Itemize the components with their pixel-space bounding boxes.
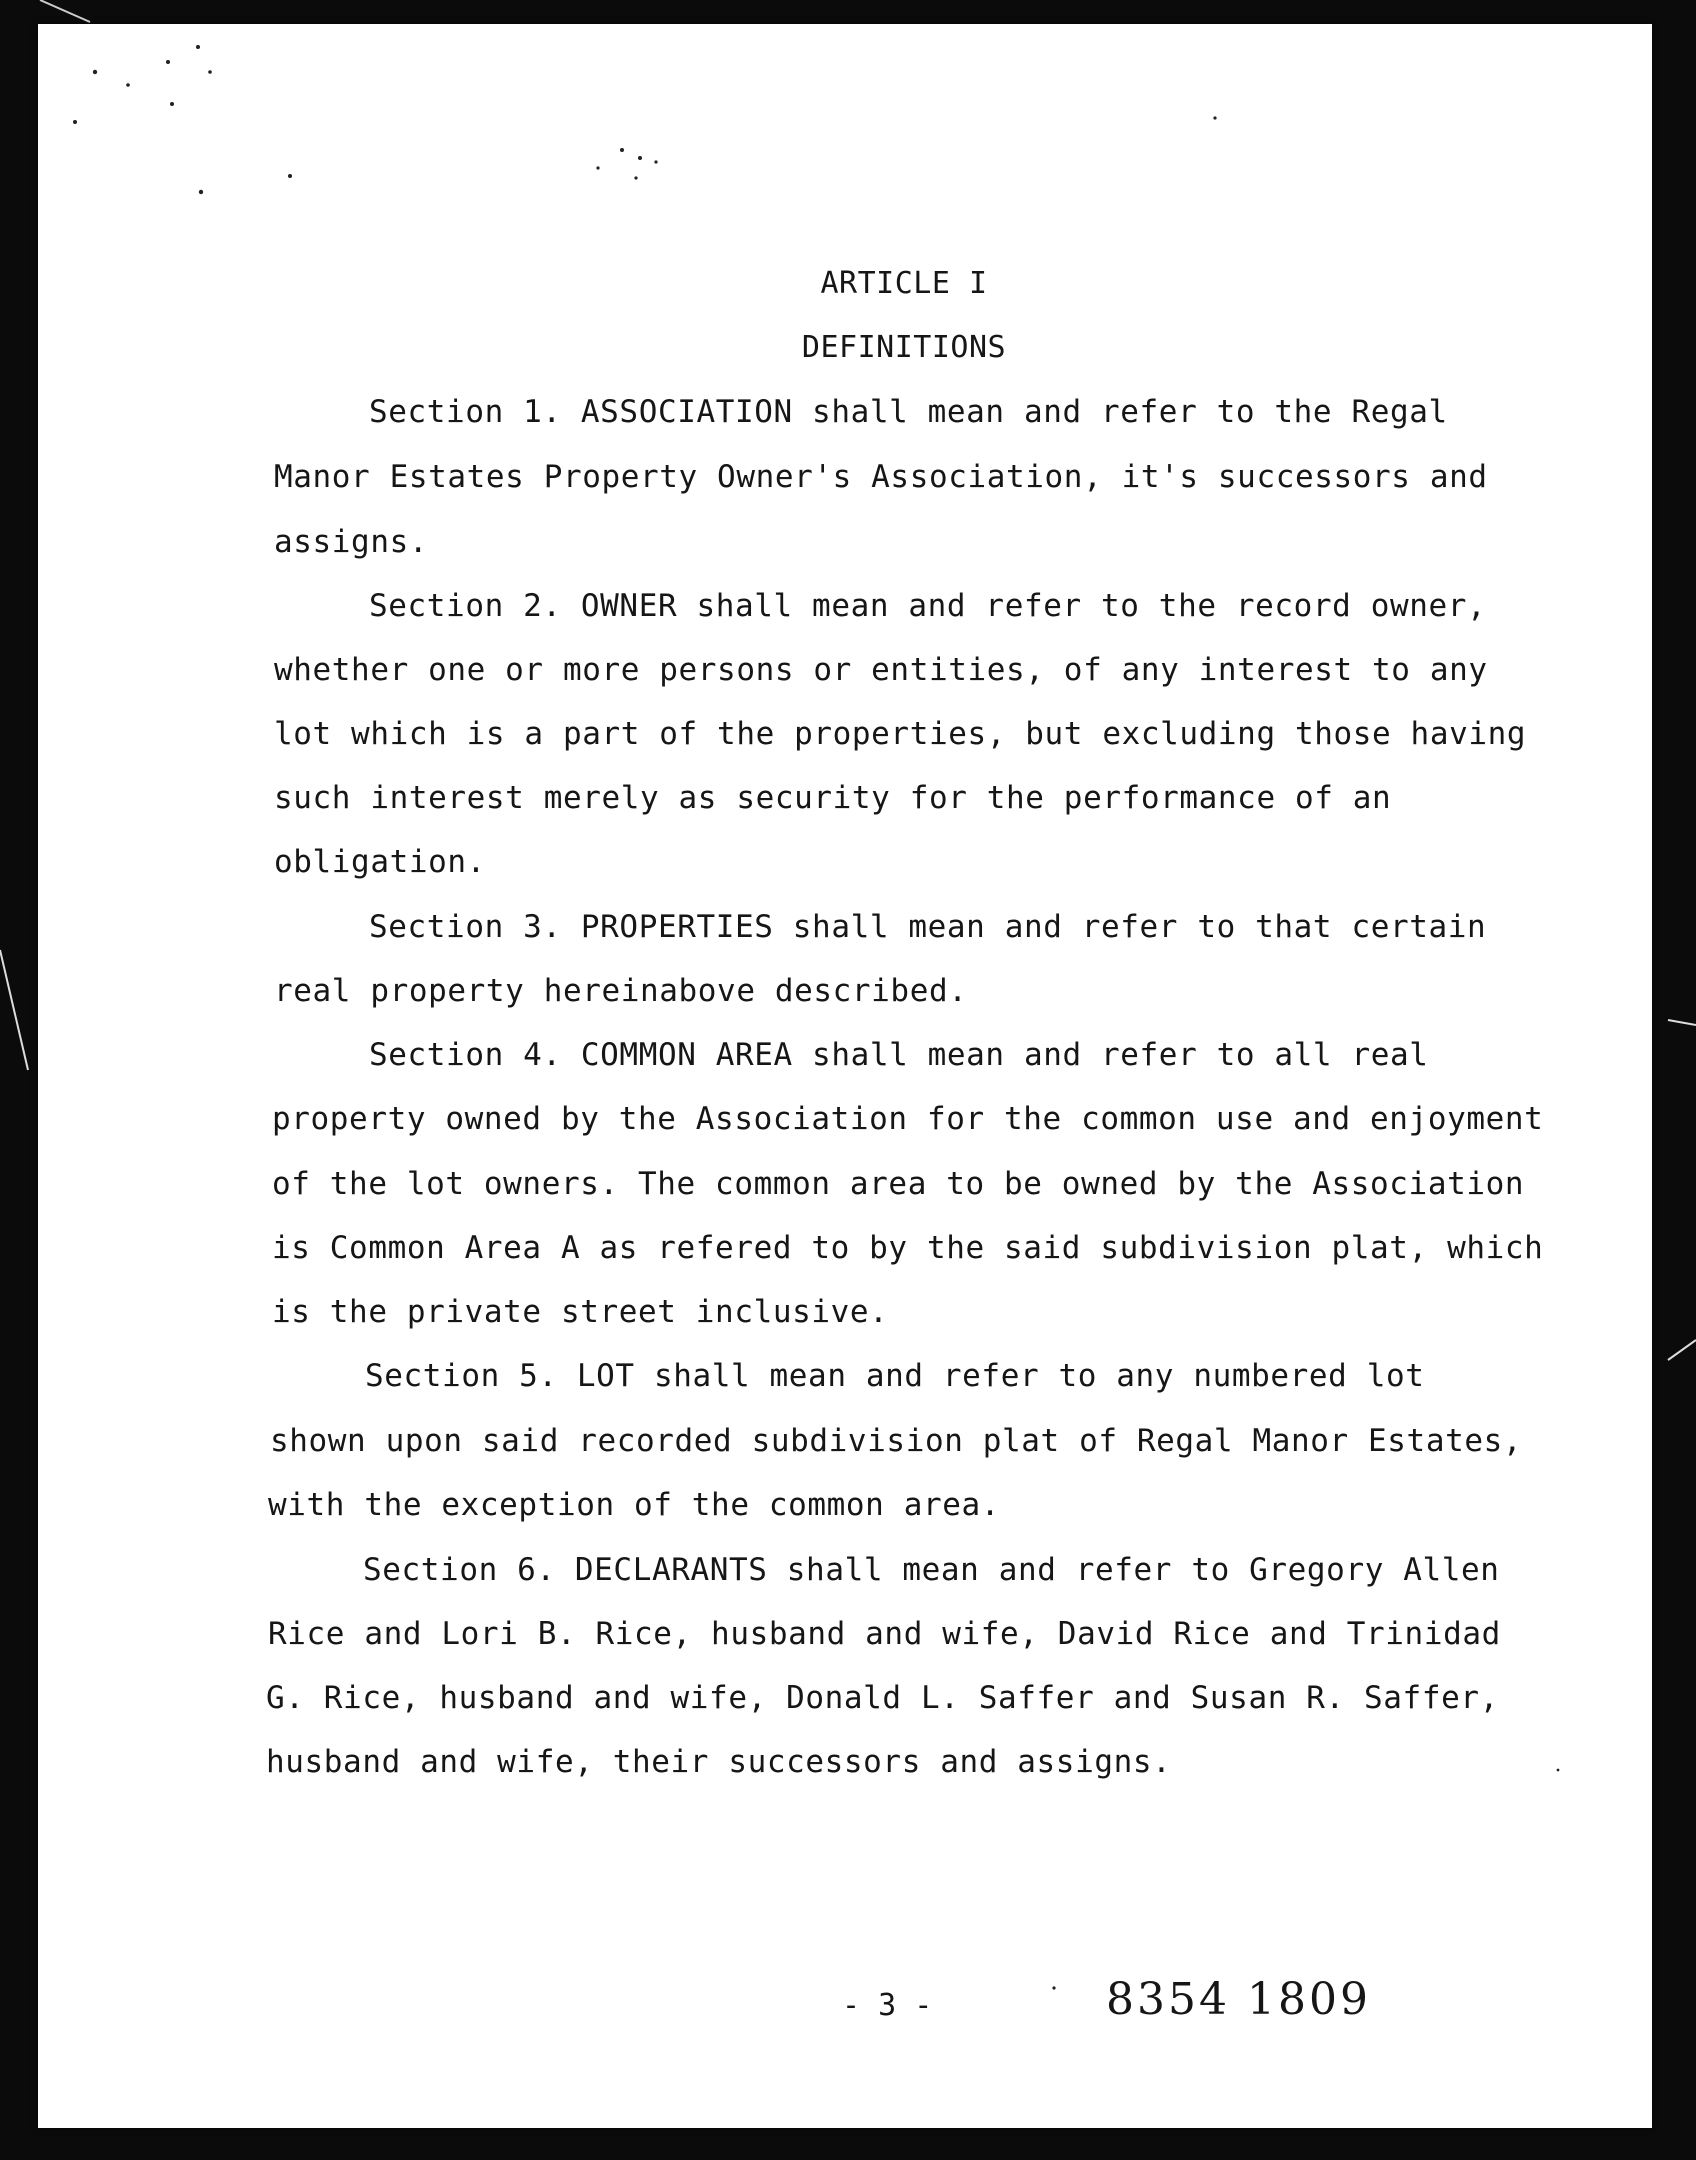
section-3-line-2: real property hereinabove described. <box>274 973 968 1009</box>
section-1-line-2: Manor Estates Property Owner's Association, it's successors and <box>274 459 1488 495</box>
section-4-line-4: is Common Area A as refered to by the said subdivision plat, which <box>272 1230 1544 1266</box>
record-number: 8354 1809 <box>1106 1974 1371 2025</box>
section-6-line-3: G. Rice, husband and wife, Donald L. Saffer and Susan R. Saffer, <box>266 1680 1499 1716</box>
section-2-line-5: obligation. <box>274 844 486 880</box>
section-heading: DEFINITIONS <box>801 330 1007 365</box>
section-2-line-4: such interest merely as security for the performance of an <box>274 780 1392 816</box>
article-title: ARTICLE I <box>820 266 988 301</box>
section-5-line-1: Section 5. LOT shall mean and refer to any numbered lot <box>365 1358 1425 1394</box>
section-1-line-1: Section 1. ASSOCIATION shall mean and refer to the Regal <box>369 394 1448 430</box>
section-6-line-4: husband and wife, their successors and assigns. <box>266 1744 1172 1780</box>
section-4-line-3: of the lot owners. The common area to be owned by the Association <box>272 1166 1525 1202</box>
section-4-line-2: property owned by the Association for the common use and enjoyment <box>272 1101 1544 1137</box>
section-4-line-1: Section 4. COMMON AREA shall mean and refer to all real <box>369 1037 1429 1073</box>
section-2-line-2: whether one or more persons or entities, of any interest to any <box>274 652 1488 688</box>
section-6-line-2: Rice and Lori B. Rice, husband and wife, David Rice and Trinidad <box>268 1616 1501 1652</box>
section-5-line-2: shown upon said recorded subdivision plat of Regal Manor Estates, <box>270 1423 1523 1459</box>
section-3-line-1: Section 3. PROPERTIES shall mean and refer to that certain <box>369 909 1487 945</box>
section-6-line-1: Section 6. DECLARANTS shall mean and refer to Gregory Allen <box>363 1552 1500 1588</box>
page-number: - 3 - <box>842 1988 933 2023</box>
section-2-line-1: Section 2. OWNER shall mean and refer to the record owner, <box>369 588 1487 624</box>
section-2-line-3: lot which is a part of the properties, but excluding those having <box>274 716 1527 752</box>
section-5-line-3: with the exception of the common area. <box>268 1487 1001 1523</box>
section-1-line-3: assigns. <box>274 524 429 560</box>
section-4-line-5: is the private street inclusive. <box>272 1294 889 1330</box>
